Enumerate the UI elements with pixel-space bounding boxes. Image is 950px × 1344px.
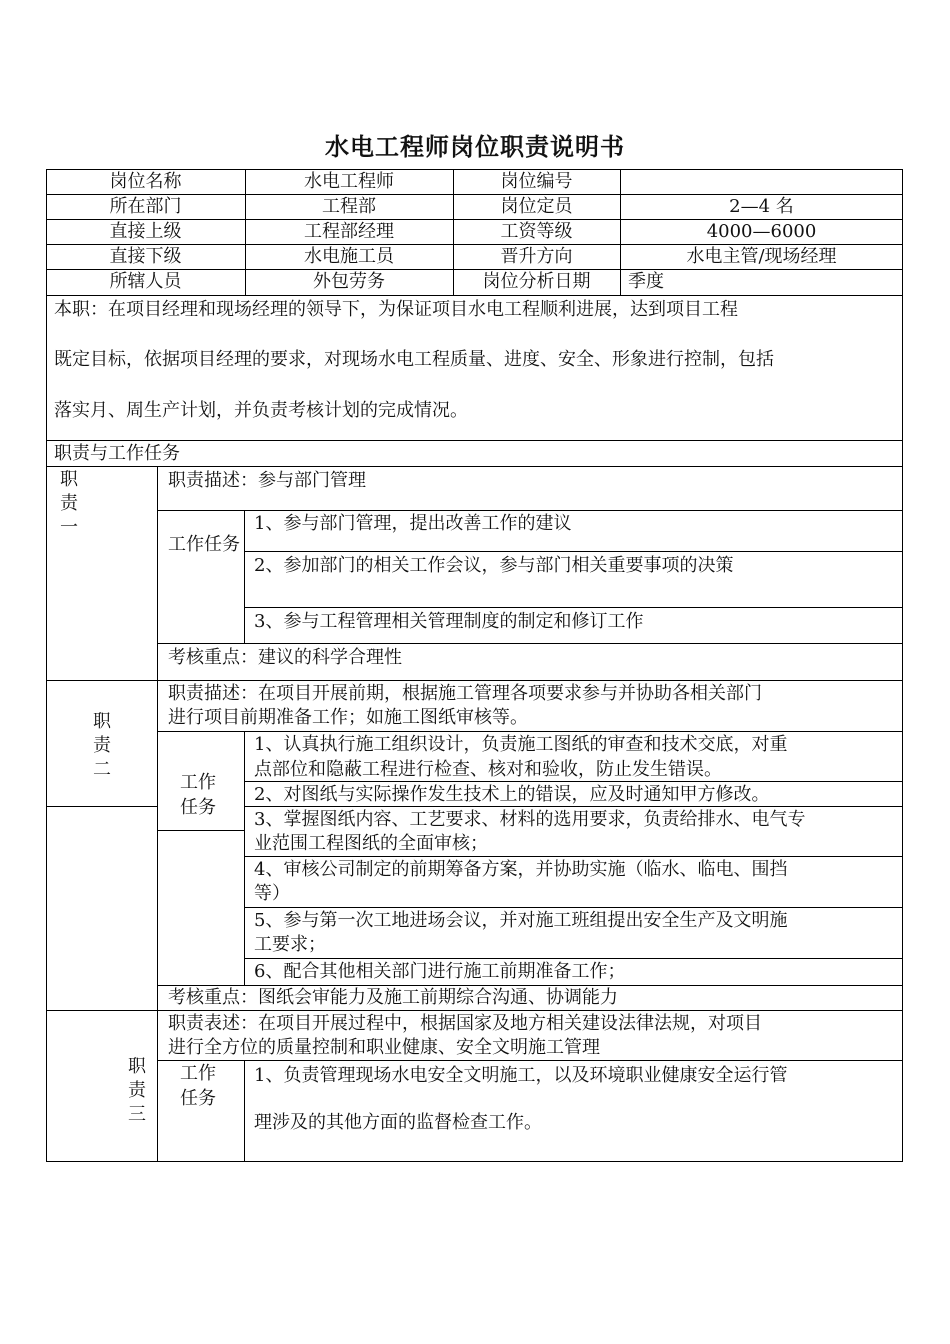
duty-three-task-1b: 理涉及的其他方面的监督检查工作。 xyxy=(254,1112,542,1133)
field-label-analysis-date: 岗位分析日期 xyxy=(482,271,591,292)
field-label-position-name: 岗位名称 xyxy=(109,170,182,192)
duty-two-task-3a: 3、掌握图纸内容、工艺要求、材料的选用要求，负责给排水、电气专 xyxy=(254,809,806,830)
field-label-supervisor: 直接上级 xyxy=(109,220,182,242)
field-label-position-code: 岗位编号 xyxy=(500,170,573,192)
duty-two-task-4a: 4、审核公司制定的前期筹备方案，并协助实施（临水、临电、围挡 xyxy=(254,859,788,880)
field-value-staff: 外包劳务 xyxy=(313,271,385,292)
field-label-department: 所在部门 xyxy=(109,195,182,217)
duty-three-description-2: 进行全方位的质量控制和职业健康、安全文明施工管理 xyxy=(168,1037,600,1058)
field-value-promotion: 水电主管/现场经理 xyxy=(686,245,837,267)
duty-two-task-label: 工作任务 xyxy=(180,772,216,818)
duty-one-task-3: 3、参与工程管理相关管理制度的制定和修订工作 xyxy=(254,611,644,632)
duty-two-focus: 考核重点：图纸会审能力及施工前期综合沟通、协调能力 xyxy=(168,987,618,1008)
duty-three-task-1a: 1、负责管理现场水电安全文明施工，以及环境职业健康安全运行管 xyxy=(254,1065,788,1086)
duty-two-task-3b: 业范围工程图纸的全面审核； xyxy=(254,833,488,854)
duty-one-task-label: 工作任务 xyxy=(168,534,240,555)
document-title: 水电工程师岗位职责说明书 xyxy=(325,132,625,161)
duty-one-label: 职 责 一 xyxy=(60,469,78,538)
field-label-promotion: 晋升方向 xyxy=(500,245,573,267)
field-value-position-code xyxy=(620,169,903,194)
duty-two-task-6: 6、配合其他相关部门进行施工前期准备工作； xyxy=(254,961,626,982)
duty-three-task-label: 工作任务 xyxy=(180,1063,216,1109)
duty-three-description-1: 职责表述：在项目开展过程中，根据国家及地方相关建设法律法规，对项目 xyxy=(168,1013,762,1034)
summary-line-2: 既定目标，依据项目经理的要求，对现场水电工程质量、进度、安全、形象进行控制，包括 xyxy=(54,349,774,370)
section-label: 职责与工作任务 xyxy=(54,443,180,464)
duty-two-task-4b: 等） xyxy=(254,883,290,904)
duty-two-description-1: 职责描述：在项目开展前期，根据施工管理各项要求参与并协助各相关部门 xyxy=(168,683,762,704)
field-value-supervisor: 工程部经理 xyxy=(304,220,394,242)
duty-one-task-1: 1、参与部门管理，提出改善工作的建议 xyxy=(254,513,572,534)
summary-line-1: 本职：在项目经理和现场经理的领导下，为保证项目水电工程顺利进展，达到项目工程 xyxy=(54,299,738,320)
field-label-headcount: 岗位定员 xyxy=(500,195,573,217)
duty-two-task-1a: 1、认真执行施工组织设计，负责施工图纸的审查和技术交底，对重 xyxy=(254,734,788,755)
field-value-subordinate: 水电施工员 xyxy=(304,245,394,267)
duty-two-label: 职 责 二 xyxy=(93,711,111,780)
field-label-subordinate: 直接下级 xyxy=(109,245,182,267)
field-value-analysis-date: 季度 xyxy=(628,271,664,292)
field-value-department: 工程部 xyxy=(322,195,376,217)
summary-line-3: 落实月、周生产计划，并负责考核计划的完成情况。 xyxy=(54,400,468,421)
field-value-position-name: 水电工程师 xyxy=(304,170,394,192)
duty-two-task-2: 2、对图纸与实际操作发生技术上的错误，应及时通知甲方修改。 xyxy=(254,784,770,805)
duty-two-task-5a: 5、参与第一次工地进场会议，并对施工班组提出安全生产及文明施 xyxy=(254,910,788,931)
field-label-staff: 所辖人员 xyxy=(109,271,182,292)
duty-two-description-2: 进行项目前期准备工作；如施工图纸审核等。 xyxy=(168,707,528,728)
field-label-salary-grade: 工资等级 xyxy=(500,220,573,242)
duty-two-task-5b: 工要求； xyxy=(254,934,326,955)
duty-one-description: 职责描述：参与部门管理 xyxy=(168,470,366,491)
duty-two-task-1b: 点部位和隐蔽工程进行检查、核对和验收，防止发生错误。 xyxy=(254,759,722,780)
field-value-headcount: 2—4 名 xyxy=(729,195,794,217)
field-value-salary-grade: 4000—6000 xyxy=(706,220,817,242)
duty-one-focus: 考核重点：建议的科学合理性 xyxy=(168,647,402,668)
duty-three-label: 职 责 三 xyxy=(128,1056,146,1125)
duty-one-task-2: 2、参加部门的相关工作会议，参与部门相关重要事项的决策 xyxy=(254,555,734,576)
